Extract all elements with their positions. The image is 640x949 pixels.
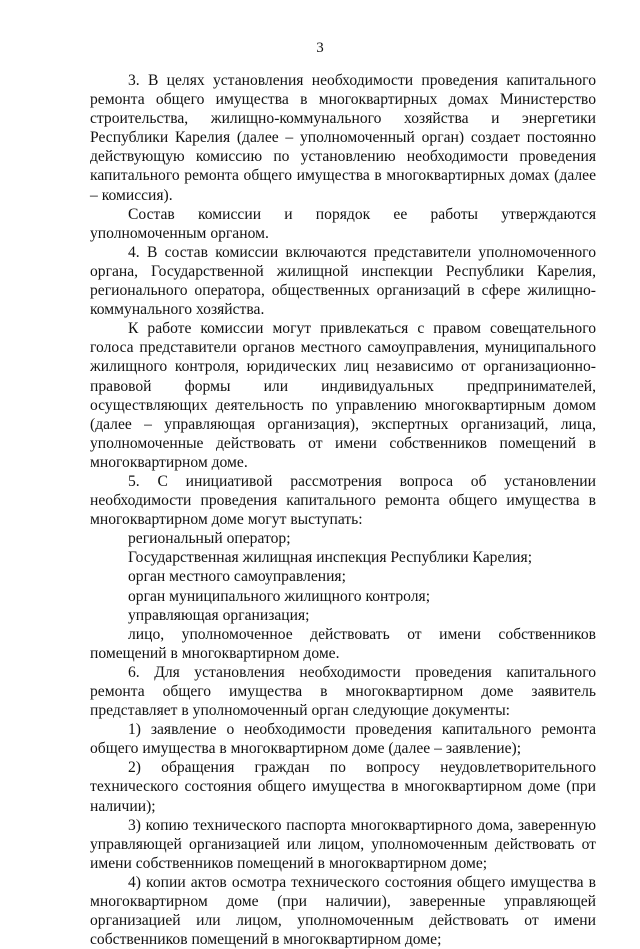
paragraph-commission-composition: Состав комиссии и порядок ее работы утверждаются уполномоченным органом. — [90, 205, 596, 242]
list-item: управляющая организация; — [128, 606, 310, 624]
paragraph-item-3: 3. В целях установления необходимости проведения капитального ремонта общего имущества в многоквартирных домах Министерство строительства, жилищно-коммунального хозяйства и энергетики Республики Карелия (далее – уполномоченный орган) создает постоянно действующую комиссию по установлению необходимости проведения капитального ремонта общего имущества в многоквартирных домах (далее – комиссия). — [90, 72, 596, 204]
page-number: 3 — [316, 40, 324, 56]
paragraph-item-6: 6. Для установления необходимости проведения капитального ремонта общего имущества в многоквартирном доме заявитель представляет в уполномоченный орган следующие документы: — [90, 663, 596, 720]
document-list-item: 2) обращения граждан по вопросу неудовлетворительного технического состояния общего имущества в многоквартирном доме (при наличии); — [90, 759, 596, 815]
list-item: орган муниципального жилищного контроля; — [128, 587, 431, 605]
paragraph-item-4: 4. В состав комиссии включаются представители уполномоченного органа, Государственной жилищной инспекции Республики Карелия, регионального оператора, общественных организаций в сфере жилищно-коммунального хозяйства. — [90, 243, 596, 319]
paragraph-advisory-members: К работе комиссии могут привлекаться с правом совещательного голоса представители органов местного самоуправления, муниципального жилищного контроля, юридических лиц независимо от организационно-правовой формы или индивидуальных предпринимателей, осуществляющих деятельность по управлению многоквартирным домом (далее – управляющая организация), экспертных организаций, лица, уполномоченные действовать от имени собственников помещений в многоквартирном доме. — [90, 320, 596, 471]
list-item: региональный оператор; — [128, 530, 291, 548]
document-body — [90, 71, 596, 949]
list-item: Государственная жилищная инспекция Республики Карелия; — [128, 549, 533, 567]
paragraph-item-5: 5. С инициативой рассмотрения вопроса об установлении необходимости проведения капитального ремонта общего имущества в многоквартирном доме могут выступать: — [90, 472, 596, 529]
list-item: орган местного самоуправления; — [128, 568, 346, 586]
document-list-item: 1) заявление о необходимости проведения капитального ремонта общего имущества в многоквартирном доме (далее – заявление); — [90, 721, 596, 758]
list-item: лицо, уполномоченное действовать от имени собственников помещений в многоквартирном доме. — [90, 625, 596, 662]
document-list-item: 4) копии актов осмотра технического состояния общего имущества в многоквартирном доме (при наличии), заверенные управляющей организацией или лицом, уполномоченным действовать от имени собственников помещений в многоквартирном доме; — [90, 873, 596, 949]
document-list-item: 3) копию технического паспорта многоквартирного дома, заверенную управляющей организацией или лицом, уполномоченным действовать от имени собственников помещений в многоквартирном доме; — [90, 816, 596, 872]
